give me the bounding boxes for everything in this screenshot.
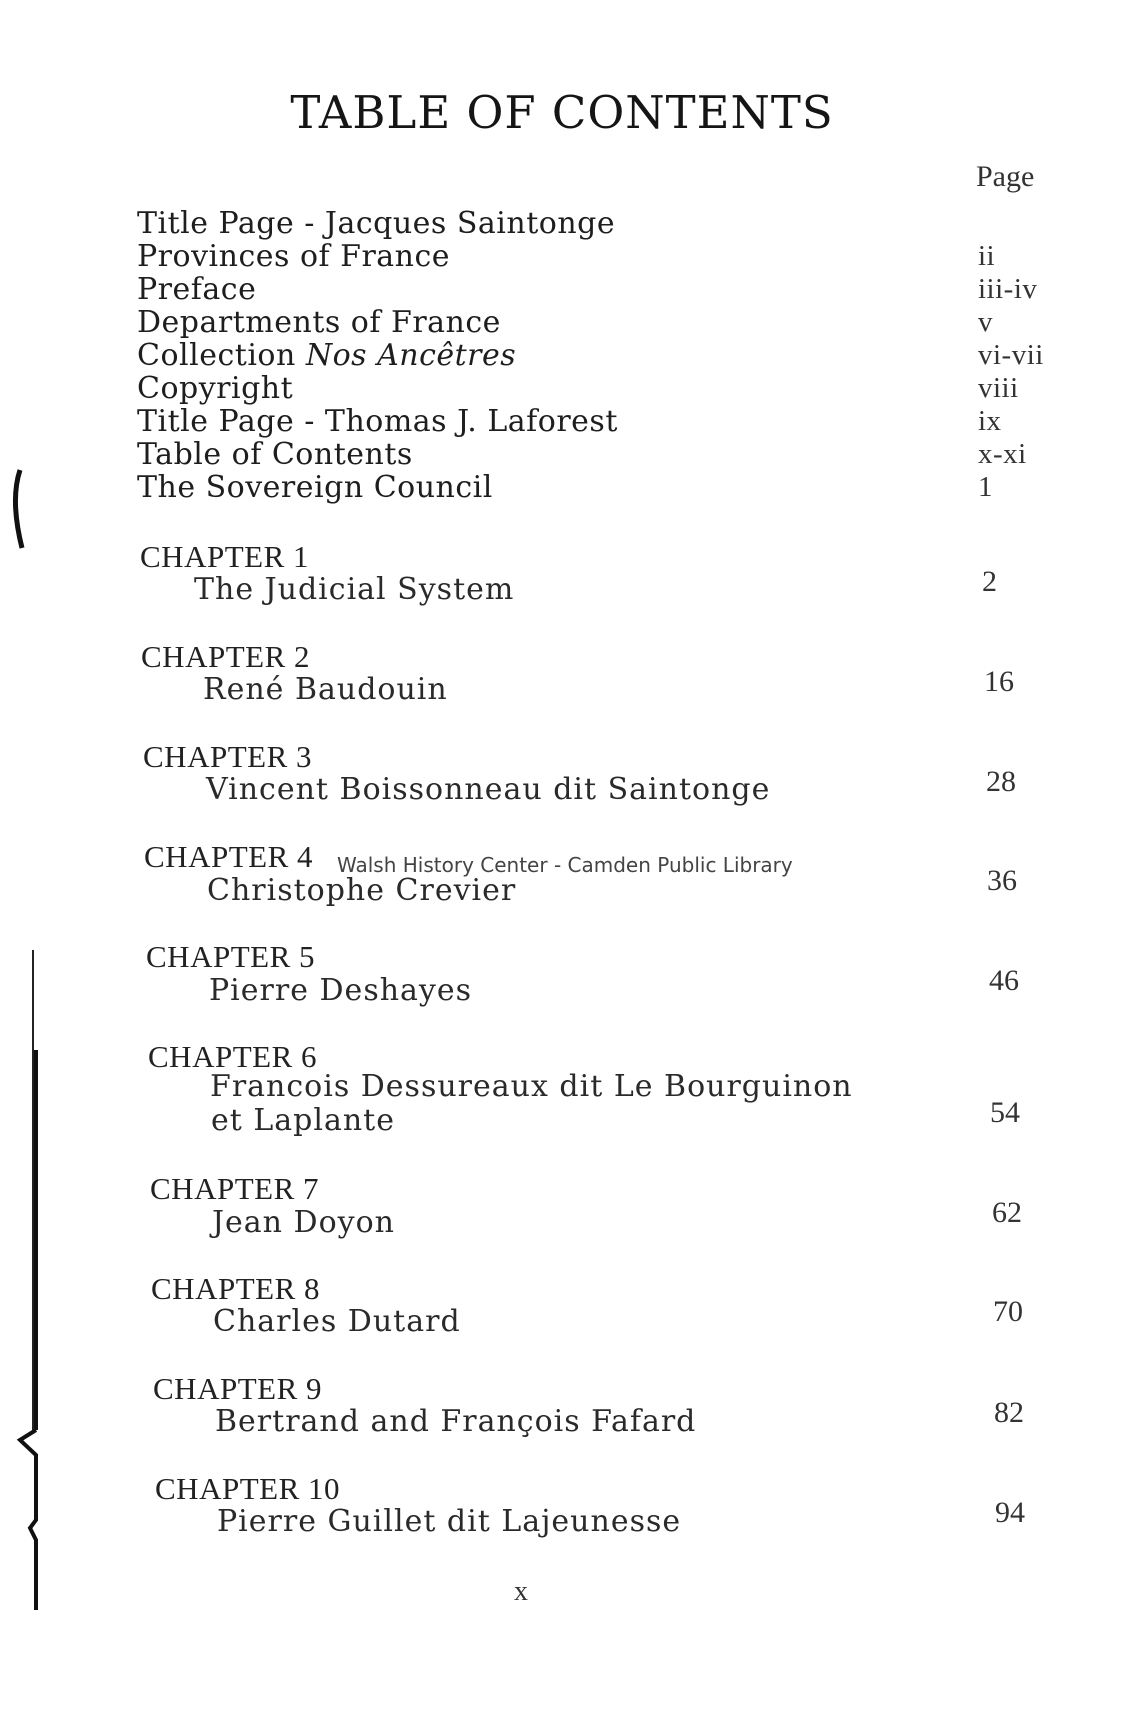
front-matter-item: Departments of France bbox=[137, 305, 501, 340]
chapter-page: 16 bbox=[984, 665, 1014, 698]
footer-page-number: x bbox=[514, 1576, 528, 1607]
chapter-heading: CHAPTER 8 bbox=[151, 1271, 320, 1306]
chapter-page: 36 bbox=[987, 864, 1017, 897]
chapter-title: Vincent Boissonneau dit Saintonge bbox=[206, 772, 771, 807]
chapter-heading: CHAPTER 1 bbox=[140, 539, 309, 574]
front-matter-label: Collection bbox=[137, 338, 306, 373]
chapter-page: 46 bbox=[989, 964, 1019, 997]
scan-margin-marks bbox=[0, 0, 60, 1714]
chapter-heading: CHAPTER 5 bbox=[146, 939, 315, 974]
front-matter-page: ii bbox=[978, 240, 996, 272]
chapter-page: 62 bbox=[992, 1196, 1022, 1229]
front-matter-item bbox=[137, 339, 516, 372]
front-matter-page: x-xi bbox=[978, 438, 1027, 470]
chapter-title-line2: et Laplante bbox=[211, 1103, 395, 1138]
front-matter-item: Provinces of France bbox=[137, 239, 451, 274]
chapter-title: Christophe Crevier bbox=[207, 873, 517, 908]
chapter-heading: CHAPTER 6 bbox=[148, 1039, 317, 1074]
chapter-heading: CHAPTER 3 bbox=[143, 739, 312, 774]
chapter-page: 2 bbox=[982, 565, 997, 598]
chapter-title: Pierre Guillet dit Lajeunesse bbox=[217, 1504, 682, 1539]
page-title: TABLE OF CONTENTS bbox=[290, 86, 834, 139]
chapter-page: 28 bbox=[986, 765, 1016, 798]
watermark: Walsh History Center - Camden Public Library bbox=[337, 853, 793, 877]
front-matter-page: ix bbox=[978, 405, 1002, 437]
front-matter-page: iii-iv bbox=[978, 273, 1038, 305]
front-matter-page: viii bbox=[978, 372, 1019, 404]
chapter-heading: CHAPTER 10 bbox=[155, 1471, 340, 1506]
front-matter-item: Copyright bbox=[137, 371, 294, 406]
front-matter-item: Title Page - Jacques Saintonge bbox=[137, 206, 616, 241]
chapter-title: Bertrand and François Fafard bbox=[215, 1404, 697, 1439]
chapter-title: René Baudouin bbox=[203, 672, 448, 707]
chapter-title: Francois Dessureaux dit Le Bourguinon bbox=[210, 1069, 853, 1104]
front-matter-item: Title Page - Thomas J. Laforest bbox=[137, 404, 618, 439]
chapter-page: 82 bbox=[994, 1396, 1024, 1429]
front-matter-page: vi-vii bbox=[978, 339, 1044, 371]
front-matter-item: Preface bbox=[137, 272, 257, 307]
front-matter-page: 1 bbox=[978, 471, 993, 503]
chapter-title: Pierre Deshayes bbox=[209, 973, 473, 1008]
chapter-heading: CHAPTER 7 bbox=[150, 1171, 319, 1206]
chapter-heading: CHAPTER 4 bbox=[144, 839, 313, 874]
chapter-heading: CHAPTER 2 bbox=[141, 639, 310, 674]
page-column-header: Page bbox=[976, 160, 1035, 193]
front-matter-label-italic: Nos Ancêtres bbox=[305, 338, 517, 373]
chapter-title: Charles Dutard bbox=[213, 1304, 461, 1339]
front-matter-page: v bbox=[978, 306, 993, 338]
chapter-page: 94 bbox=[995, 1496, 1025, 1529]
chapter-page: 54 bbox=[990, 1096, 1020, 1129]
front-matter-item: The Sovereign Council bbox=[137, 470, 493, 505]
chapter-title: Jean Doyon bbox=[212, 1205, 395, 1240]
front-matter-item: Table of Contents bbox=[137, 437, 413, 472]
chapter-page: 70 bbox=[993, 1295, 1023, 1328]
chapter-heading: CHAPTER 9 bbox=[153, 1371, 322, 1406]
chapter-title: The Judicial System bbox=[194, 572, 515, 607]
